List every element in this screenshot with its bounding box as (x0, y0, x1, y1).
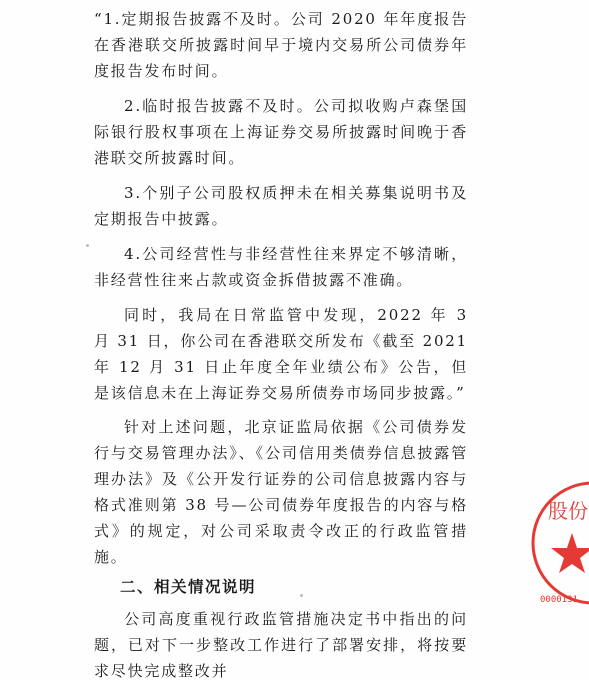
list-item-1: “1.定期报告披露不及时。公司 2020 年年度报告在香港联交所披露时间早于境内交易所公司债券年度报告发布时间。 (94, 10, 468, 80)
scan-speck (300, 594, 303, 597)
paragraph-response: 针对上述问题，北京证监局依据《公司债券发行与交易管理办法》、《公司信用类债券信息披露管理办法》及《公开发行证券的公司信息披露内容与格式准则第 38 号—公司债券年度报告的内容与格式》的规定，对公司采取责令改正的行政监管措施。 (94, 418, 468, 566)
list-item-2: 2.临时报告披露不及时。公司拟收购卢森堡国际银行股权事项在上海证券交易所披露时间晚于香港联交所披露时间。 (94, 97, 468, 167)
seal-number: 0000131 (540, 595, 578, 605)
seal-star-icon (551, 533, 589, 573)
section-heading: 二、相关情况说明 (120, 578, 257, 596)
list-item-3: 3.个别子公司股权质押未在相关募集说明书及定期报告中披露。 (94, 184, 468, 228)
company-seal-stamp (528, 478, 589, 608)
list-item-4: 4.公司经营性与非经营性往来界定不够清晰，非经营性往来占款或资金拆借披露不准确。 (94, 245, 468, 289)
paragraph-same-time: 同时，我局在日常监管中发现，2022 年 3 月 31 日，你公司在香港联交所发布《截至 2021 年 12 月 31 日止年度全年业绩公布》公告，但是该信息未在上海证券交易所债券市场同步披露。” (94, 306, 475, 402)
seal-text-top: 股份 (548, 499, 588, 523)
scan-speck (86, 244, 89, 247)
paragraph-company: 公司高度重视行政监管措施决定书中指出的问题，已对下一步整改工作进行了部署安排，将按要求尽快完成整改并 (94, 610, 468, 680)
